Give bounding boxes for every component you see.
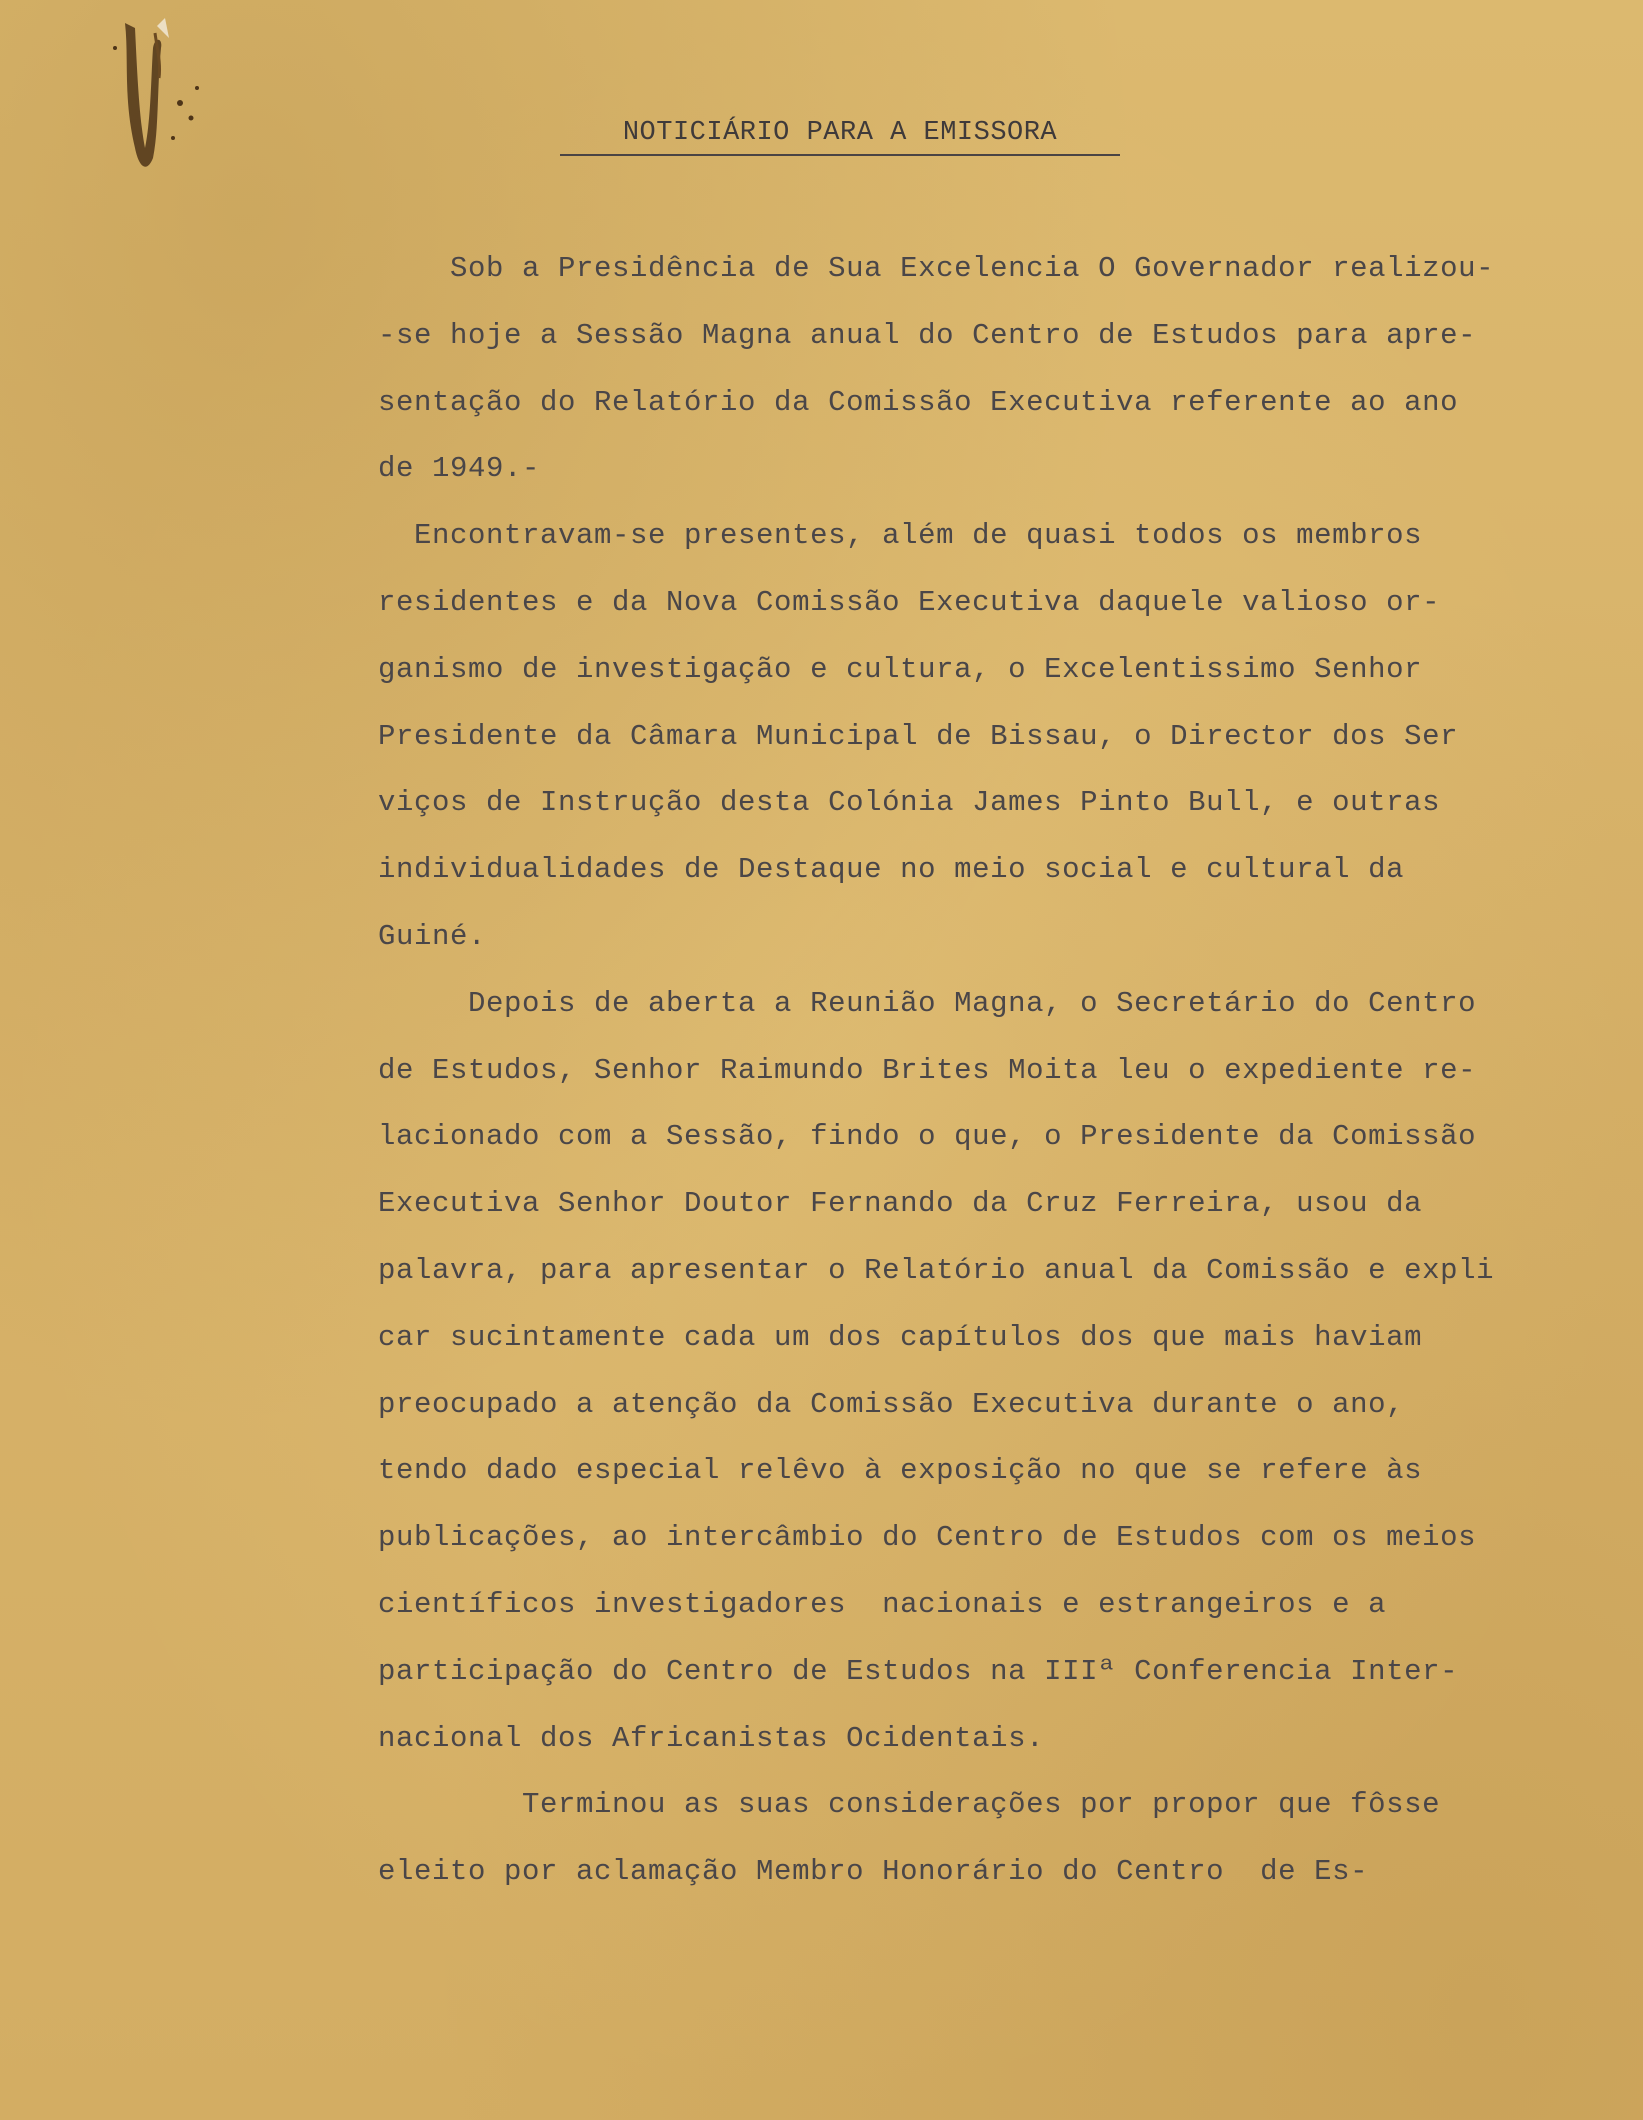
text-line: sentação do Relatório da Comissão Executiva referente ao ano bbox=[378, 385, 1459, 419]
text-line: eleito por aclamação Membro Honorário do Centro de Es- bbox=[378, 1855, 1369, 1889]
text-line: tendo dado especial relêvo à exposição no que se refere às bbox=[378, 1454, 1423, 1488]
text-line: individualidades de Destaque no meio social e cultural da bbox=[378, 853, 1405, 887]
text-line: Terminou as suas considerações por propor que fôsse bbox=[378, 1788, 1441, 1822]
document-title: NOTICIÁRIO PARA A EMISSORA bbox=[560, 118, 1120, 156]
text-line: ganismo de investigação e cultura, o Excelentissimo Senhor bbox=[378, 652, 1423, 686]
text-line: Encontravam-se presentes, além de quasi todos os membros bbox=[378, 519, 1423, 553]
text-line: nacional dos Africanistas Ocidentais. bbox=[378, 1721, 1045, 1755]
text-line: residentes e da Nova Comissão Executiva daquele valioso or- bbox=[378, 585, 1441, 619]
ink-stain-mark bbox=[95, 8, 215, 188]
text-line: Depois de aberta a Reunião Magna, o Secretário do Centro bbox=[378, 986, 1477, 1020]
text-line: lacionado com a Sessão, findo o que, o Presidente da Comissão bbox=[378, 1120, 1477, 1154]
text-line: -se hoje a Sessão Magna anual do Centro de Estudos para apre- bbox=[378, 318, 1477, 352]
text-line: participação do Centro de Estudos na IIIª Conferencia Inter- bbox=[378, 1654, 1459, 1688]
text-line: Presidente da Câmara Municipal de Bissau, o Director dos Ser bbox=[378, 719, 1459, 753]
text-line: preocupado a atenção da Comissão Executiva durante o ano, bbox=[378, 1387, 1405, 1421]
text-line: Sob a Presidência de Sua Excelencia O Governador realizou- bbox=[378, 252, 1495, 285]
text-line: Guiné. bbox=[378, 919, 487, 953]
text-line: de Estudos, Senhor Raimundo Brites Moita leu o expediente re- bbox=[378, 1053, 1477, 1087]
text-line: palavra, para apresentar o Relatório anual da Comissão e expli bbox=[378, 1253, 1495, 1287]
document-body bbox=[378, 246, 1608, 1916]
text-line: publicações, ao intercâmbio do Centro de Estudos com os meios bbox=[378, 1521, 1477, 1555]
text-line: Executiva Senhor Doutor Fernando da Cruz Ferreira, usou da bbox=[378, 1187, 1423, 1221]
text-line: car sucintamente cada um dos capítulos dos que mais haviam bbox=[378, 1320, 1423, 1354]
text-line: de 1949.- bbox=[378, 452, 541, 486]
text-line: viços de Instrução desta Colónia James Pinto Bull, e outras bbox=[378, 786, 1441, 820]
text-line: científicos investigadores nacionais e estrangeiros e a bbox=[378, 1587, 1387, 1621]
